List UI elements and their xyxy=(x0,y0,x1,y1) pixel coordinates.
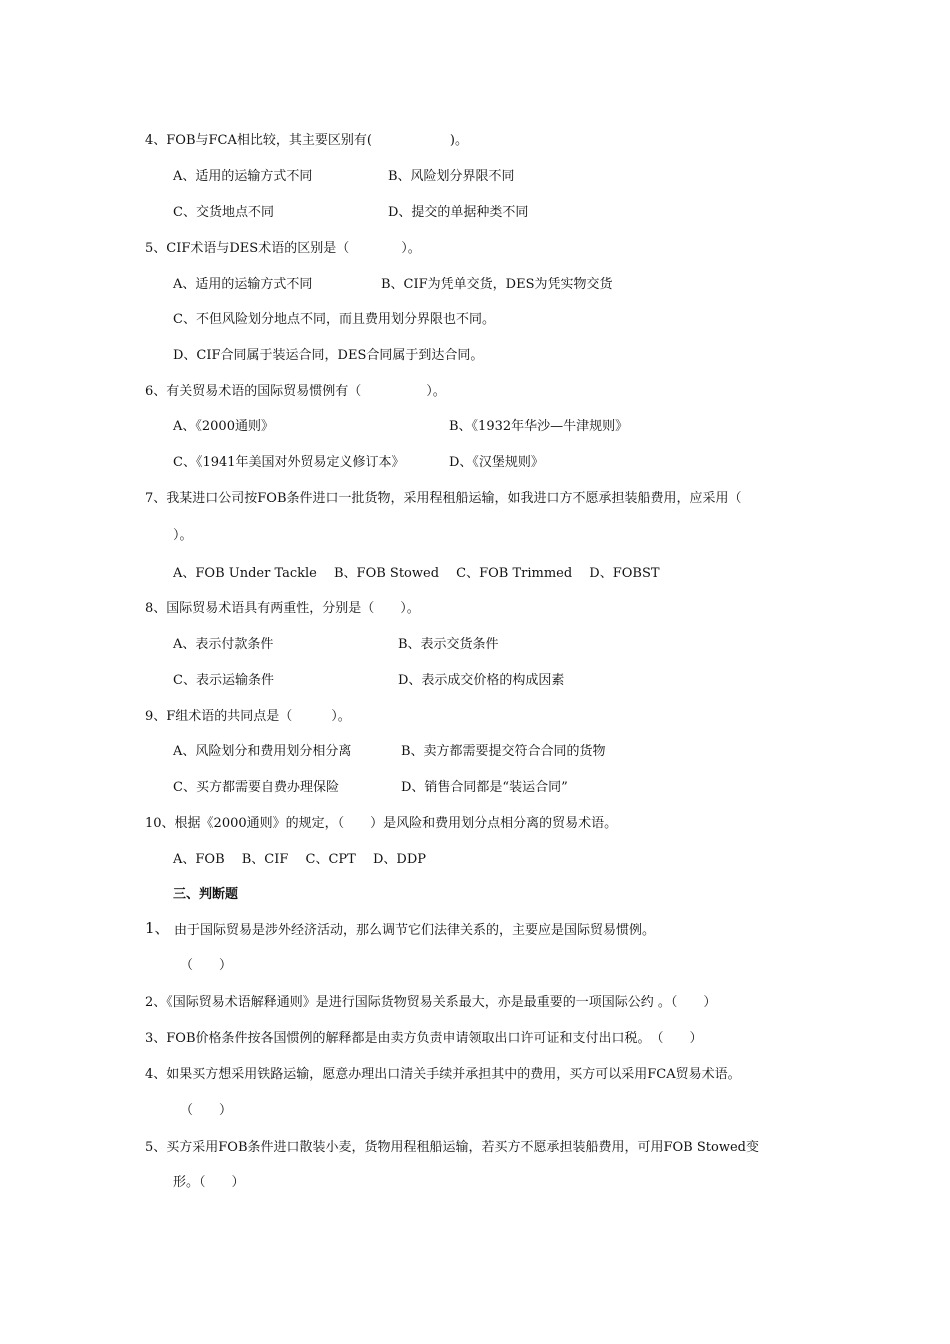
q6-option-d: D、《汉堡规则》 xyxy=(449,455,544,470)
question-9: 9、F组术语的共同点是（ ）。 xyxy=(145,709,351,724)
q9-option-a: A、风险划分和费用划分相分离 xyxy=(173,744,352,759)
q6-option-b: B、《1932年华沙—牛津规则》 xyxy=(449,419,629,434)
q4-option-b: B、风险划分界限不同 xyxy=(388,169,515,184)
section-title-true-false: 三、判断题 xyxy=(173,887,239,902)
q9-option-c: C、买方都需要自费办理保险 xyxy=(173,780,339,795)
q5-option-c: C、不但风险划分地点不同，而且费用划分界限也不同。 xyxy=(173,312,495,327)
tf-1-answer-blank: （ ） xyxy=(180,958,233,973)
tf-2: 2、《国际贸易术语解释通则》是进行国际货物贸易关系最大，亦是最重要的一项国际公约 。（ ） xyxy=(145,995,717,1010)
question-5: 5、CIF术语与DES术语的区别是（ ）。 xyxy=(145,241,421,256)
q10-options: A、FOB B、CIF C、CPT D、DDP xyxy=(173,852,426,867)
q4-option-d: D、提交的单据种类不同 xyxy=(388,205,529,220)
tf-5: 5、买方采用FOB条件进口散装小麦，货物用程租船运输，若买方不愿承担装船费用，可用FOB Stowed变 xyxy=(145,1140,759,1155)
tf-5-continuation: 形。（ ） xyxy=(173,1175,245,1190)
q9-option-b: B、卖方都需要提交符合合同的货物 xyxy=(401,744,606,759)
q8-option-b: B、表示交货条件 xyxy=(398,637,499,652)
question-7: 7、我某进口公司按FOB条件进口一批货物，采用程租船运输，如我进口方不愿承担装船费用，应采用（ xyxy=(145,491,742,506)
q8-option-d: D、表示成交价格的构成因素 xyxy=(398,673,565,688)
question-4: 4、FOB与FCA相比较，其主要区别有( )。 xyxy=(145,133,469,148)
q5-option-a: A、适用的运输方式不同 xyxy=(173,277,313,292)
q4-option-c: C、交货地点不同 xyxy=(173,205,274,220)
tf-1-number: 1、 xyxy=(145,919,170,937)
q8-option-c: C、表示运输条件 xyxy=(173,673,274,688)
q9-option-d: D、销售合同都是“装运合同” xyxy=(401,780,568,795)
tf-1-text: 由于国际贸易是涉外经济活动，那么调节它们法律关系的，主要应是国际贸易惯例。 xyxy=(174,923,656,938)
question-6: 6、有关贸易术语的国际贸易惯例有（ ）。 xyxy=(145,384,446,399)
question-7-continuation: ）。 xyxy=(173,528,193,543)
q7-options: A、FOB Under Tackle B、FOB Stowed C、FOB Trimmed D、FOBST xyxy=(173,566,660,581)
q5-option-d: D、CIF合同属于装运合同，DES合同属于到达合同。 xyxy=(173,348,484,363)
q6-option-c: C、《1941年美国对外贸易定义修订本》 xyxy=(173,455,405,470)
tf-3: 3、FOB价格条件按各国惯例的解释都是由卖方负责申请领取出口许可证和支付出口税。 （ ） xyxy=(145,1031,703,1046)
q5-option-b: B、CIF为凭单交货，DES为凭实物交货 xyxy=(381,277,613,292)
question-8: 8、国际贸易术语具有两重性，分别是（ ）。 xyxy=(145,601,420,616)
q6-option-a: A、《2000通则》 xyxy=(173,419,274,434)
q4-option-a: A、适用的运输方式不同 xyxy=(173,169,313,184)
question-10: 10、根据《2000通则》的规定，（ ）是风险和费用划分点相分离的贸易术语。 xyxy=(145,816,618,831)
tf-4: 4、如果买方想采用铁路运输，愿意办理出口清关手续并承担其中的费用，买方可以采用FCA贸易术语。 xyxy=(145,1067,741,1082)
q8-option-a: A、表示付款条件 xyxy=(173,637,274,652)
tf-4-answer-blank: （ ） xyxy=(180,1103,233,1118)
